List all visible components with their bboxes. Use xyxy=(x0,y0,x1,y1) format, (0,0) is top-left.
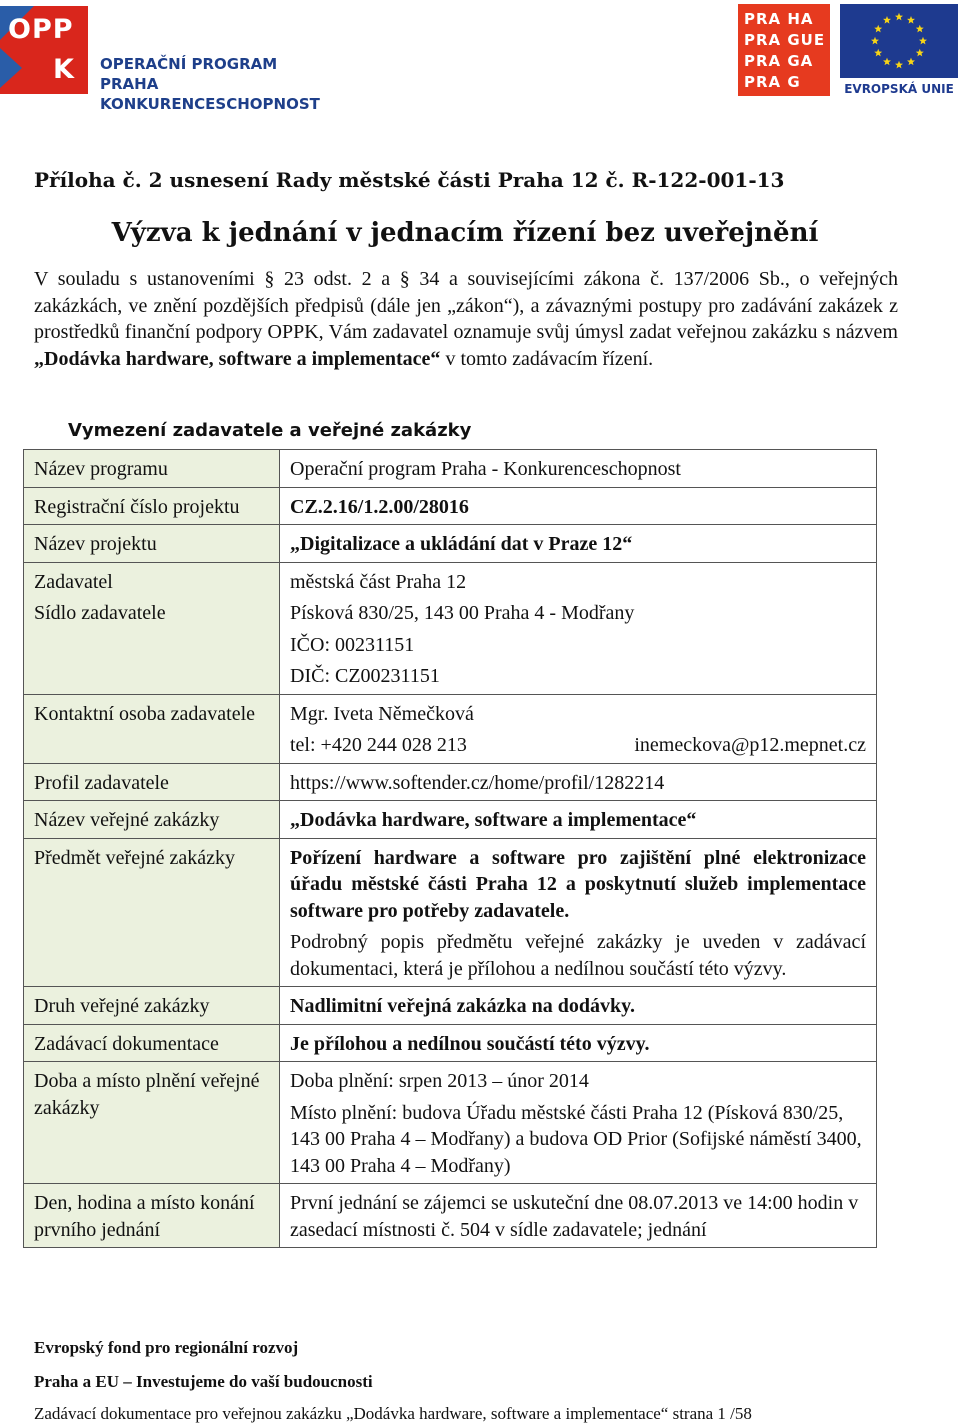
seat-value: Písková 830/25, 143 00 Praha 4 - Modřany xyxy=(290,602,635,624)
footer-fund: Evropský fond pro regionální rozvoj xyxy=(34,1338,299,1357)
oppk-logo-line-1: OPERAČNÍ PROGRAM PRAHA xyxy=(100,55,278,93)
contract-name-inline: „Dodávka hardware, software a implementace“ xyxy=(34,347,441,370)
contact-label: Kontaktní osoba zadavatele xyxy=(24,694,280,763)
subject-values xyxy=(280,838,877,987)
registration-label: Registrační číslo projektu xyxy=(24,487,280,525)
contact-values xyxy=(280,694,877,763)
project-value: „Digitalizace a ukládání dat v Praze 12“ xyxy=(290,533,633,555)
ico-value: IČO: 00231151 xyxy=(290,633,415,656)
praha-logo xyxy=(738,4,830,96)
time-value: Doba plnění: srpen 2013 – únor 2014 xyxy=(290,1070,589,1092)
subject-label: Předmět veřejné zakázky xyxy=(24,838,280,987)
program-value: Operační program Praha - Konkurenceschopnost xyxy=(280,450,877,488)
intro-paragraph xyxy=(34,266,898,372)
contact-phone: tel: +420 244 028 213 xyxy=(290,734,467,756)
intro-text-end: v tomto zadávacím řízení. xyxy=(440,347,654,370)
table-row xyxy=(24,562,877,694)
praha-logo-row: PRA G xyxy=(744,73,801,91)
registration-value: CZ.2.16/1.2.00/28016 xyxy=(290,495,469,518)
dic-value: DIČ: CZ00231151 xyxy=(290,665,440,687)
table-row xyxy=(24,487,877,525)
annex-heading: Příloha č. 2 usnesení Rady městské části Praha 12 č. R-122-001-13 xyxy=(34,168,785,192)
document-title: Výzva k jednání v jednacím řízení bez uveřejnění xyxy=(111,218,819,248)
profile-link[interactable]: https://www.softender.cz/home/profil/1282214 xyxy=(280,763,877,801)
eu-star xyxy=(874,25,882,33)
eu-logo xyxy=(840,4,958,96)
documentation-value: Je přílohou a nedílnou součástí této výzvy. xyxy=(290,1032,650,1055)
contract-type-label: Druh veřejné zakázky xyxy=(24,987,280,1025)
eu-star xyxy=(907,58,915,66)
subject-detail: Podrobný popis předmětu veřejné zakázky je uveden v zadávací dokumentaci, která je přílohou a nedílnou součástí této výzvy. xyxy=(290,931,866,980)
table-row xyxy=(24,987,877,1025)
program-label: Název programu xyxy=(24,450,280,488)
table-row xyxy=(24,1062,877,1184)
meeting-value: První jednání se zájemci se uskuteční dne 08.07.2013 ve 14:00 hodin v zasedací místnosti č. 504 v sídle zadavatele; jednání xyxy=(280,1184,877,1248)
oppk-logo-text xyxy=(100,54,320,114)
contact-name: Mgr. Iveta Němečková xyxy=(290,702,474,725)
footer-page-info: Zadávací dokumentace pro veřejnou zakázku „Dodávka hardware, software a implementace“ strana 1 /58 xyxy=(34,1404,752,1423)
subject-summary: Pořízení hardware a software pro zajištění plné elektronizace úřadu městské části Praha 12 a poskytnutí služeb implementace software pro potřeby zadavatele. xyxy=(290,846,866,922)
eu-star xyxy=(883,16,891,24)
time-place-values xyxy=(280,1062,877,1184)
contracting-authority-value: městská část Praha 12 xyxy=(290,570,467,593)
eu-star xyxy=(883,58,891,66)
seat-label: Sídlo zadavatele xyxy=(34,602,166,624)
contract-type-value: Nadlimitní veřejná zakázka na dodávky. xyxy=(290,995,636,1017)
eu-star xyxy=(916,25,924,33)
place-value: Místo plnění: budova Úřadu městské části Praha 12 (Písková 830/25, 143 00 Praha 4 – Modřany) a budova OD Prior (Sofijské náměstí 3400, 143 00 Praha 4 – Modřany) xyxy=(290,1101,862,1177)
contracting-authority-values xyxy=(280,562,877,694)
praha-logo-row: PRA GUE xyxy=(744,31,826,49)
praha-logo-row: PRA HA xyxy=(744,10,814,28)
table-row xyxy=(24,838,877,987)
eu-star xyxy=(871,37,879,45)
oppk-mark-text-1: OPP xyxy=(8,14,74,45)
contact-email[interactable]: inemeckova@p12.mepnet.cz xyxy=(634,734,866,756)
table-row xyxy=(24,763,877,801)
time-place-label: Doba a místo plnění veřejné zakázky xyxy=(24,1062,280,1184)
contracting-authority-label: Zadavatel xyxy=(34,570,113,593)
intro-text: V souladu s ustanoveními § 23 odst. 2 a § 34 a souvisejícími zákona č. 137/2006 Sb., o veřejných zakázkách, ve znění pozdějších předpisů (dále jen „zákon“), a závaznými postupy pro zadávání zakázek z prostředků finanční podpory OPPK, Vám zadavatel oznamuje svůj úmysl zadat veřejnou zakázku s názvem xyxy=(34,268,898,343)
oppk-logo-mark xyxy=(0,6,88,94)
project-label: Název projektu xyxy=(24,525,280,563)
contract-name-label: Název veřejné zakázky xyxy=(24,801,280,839)
eu-star xyxy=(919,37,927,45)
eu-logo-label: EVROPSKÁ UNIE xyxy=(844,82,954,96)
footer-slogan: Praha a EU – Investujeme do vaší budoucnosti xyxy=(34,1372,373,1391)
praha-logo-row: PRA GA xyxy=(744,52,814,70)
oppk-logo-line-2: KONKURENCESCHOPNOST xyxy=(100,95,320,113)
table-row xyxy=(24,1184,877,1248)
contract-info-table xyxy=(23,449,877,1248)
eu-star xyxy=(907,16,915,24)
eu-star xyxy=(895,61,903,69)
eu-star xyxy=(916,49,924,57)
profile-label: Profil zadavatele xyxy=(24,763,280,801)
table-row xyxy=(24,525,877,563)
eu-star xyxy=(895,13,903,21)
table-row xyxy=(24,801,877,839)
documentation-label: Zadávací dokumentace xyxy=(24,1024,280,1062)
table-row xyxy=(24,450,877,488)
contract-name-value: „Dodávka hardware, software a implementace“ xyxy=(290,809,697,831)
table-row xyxy=(24,694,877,763)
oppk-logo xyxy=(0,6,320,113)
table-row xyxy=(24,1024,877,1062)
eu-flag-icon xyxy=(840,4,958,78)
meeting-label: Den, hodina a místo konání prvního jednání xyxy=(24,1184,280,1248)
oppk-mark-text-2: K xyxy=(53,54,75,85)
section-heading: Vymezení zadavatele a veřejné zakázky xyxy=(68,420,472,441)
eu-star xyxy=(874,49,882,57)
contracting-authority-labels xyxy=(24,562,280,694)
